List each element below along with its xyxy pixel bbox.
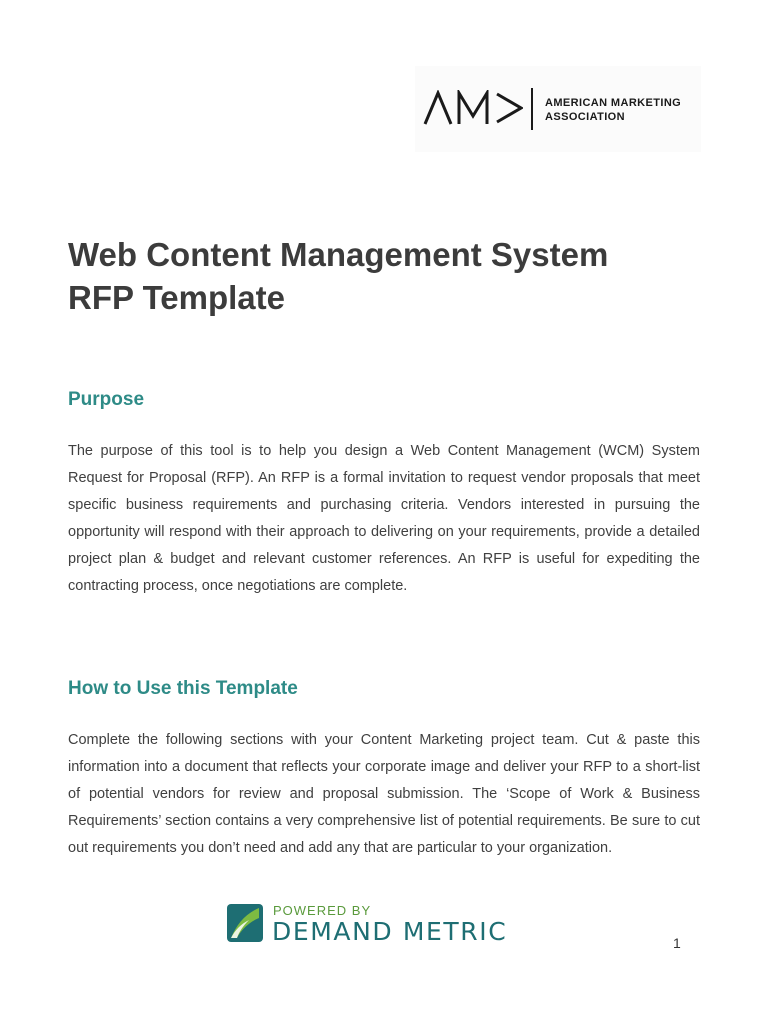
powered-by-label: POWERED BY bbox=[273, 903, 372, 918]
how-to-use-heading: How to Use this Template bbox=[68, 678, 298, 699]
document-title-line2: RFP Template bbox=[68, 279, 285, 316]
demand-metric-wordmark: DEMAND METRIC bbox=[272, 917, 508, 946]
demand-metric-icon bbox=[227, 904, 263, 942]
purpose-body: The purpose of this tool is to help you design a Web Content Management (WCM) System Request for Proposal (RFP). An RFP is a formal invitation to request vendor proposals that meet specific business requirements and purchasing criteria. Vendors interested in pursuing the opportunity will respond with their approach to delivering on your requirements, provide a detailed project plan & budget and relevant customer references. An RFP is useful for expediting the contracting process, once negotiations are complete. bbox=[68, 443, 700, 594]
ama-logo-divider bbox=[531, 88, 533, 130]
how-to-use-body: Complete the following sections with your Content Marketing project team. Cut & paste this information into a document that reflects your corporate image and deliver your RFP to a short-list of potential vendors for review and proposal submission. The ‘Scope of Work & Business Requirements’ section contains a very comprehensive list of potential requirements. Be sure to cut out requirements you don’t need and add any that are particular to your organization. bbox=[68, 732, 700, 856]
purpose-heading: Purpose bbox=[68, 389, 145, 410]
ama-org-line2: ASSOCIATION bbox=[545, 111, 625, 123]
ama-logo-text bbox=[545, 96, 681, 124]
document-title bbox=[68, 233, 708, 319]
page-number: 1 bbox=[673, 935, 681, 951]
demand-metric-logo bbox=[227, 902, 537, 946]
ama-org-line1: AMERICAN MARKETING bbox=[545, 97, 682, 109]
ama-logo bbox=[415, 66, 701, 152]
document-title-line1: Web Content Management System bbox=[68, 236, 609, 273]
ama-mark-icon bbox=[423, 90, 523, 126]
